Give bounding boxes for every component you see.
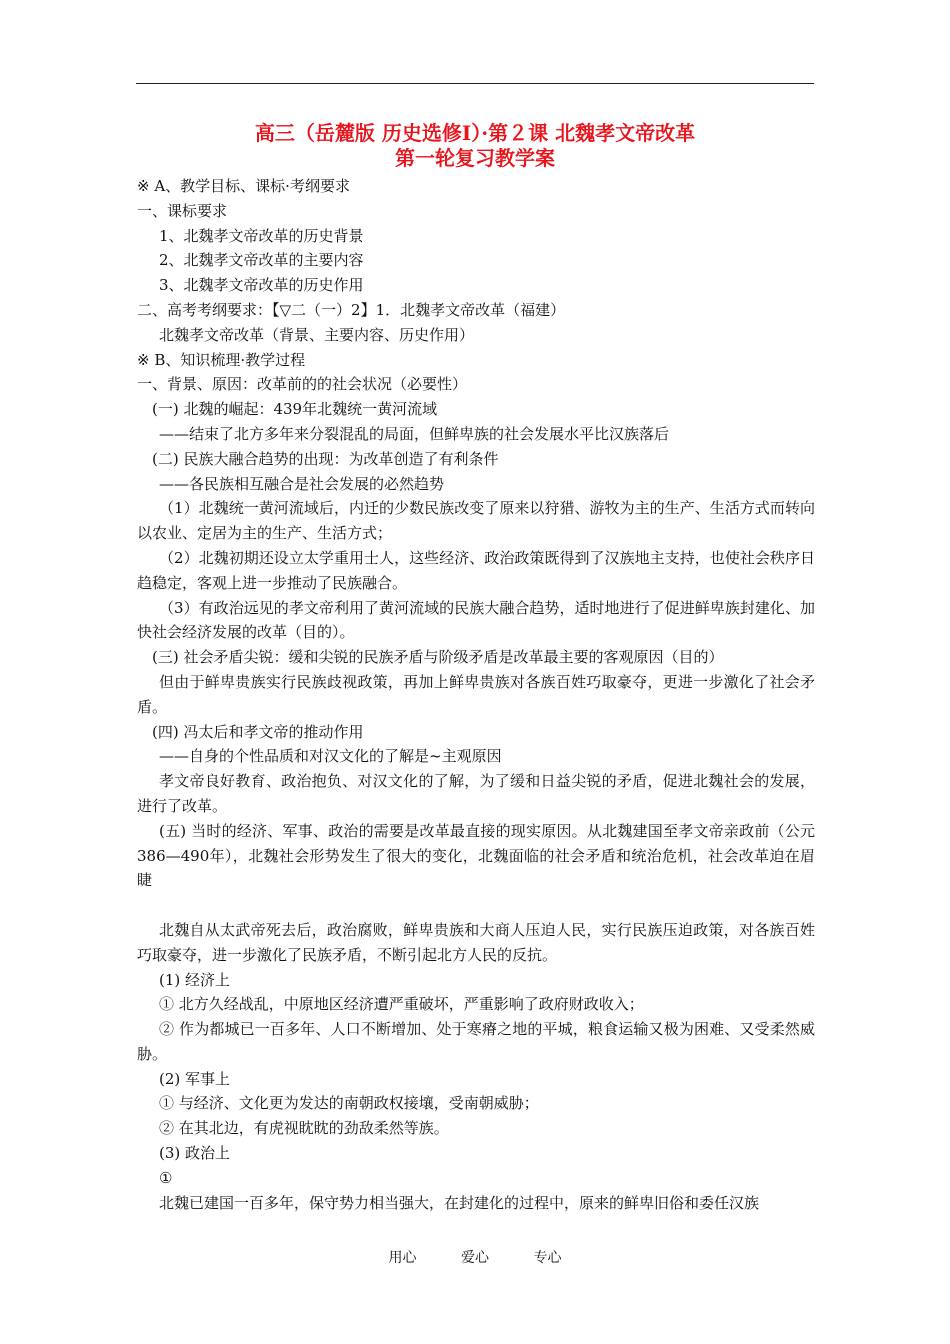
heading-curriculum: 一、课标要求 [137,201,228,220]
list-item: 2、北魏孝文帝改革的主要内容 [159,251,364,270]
document-subtitle: 第一轮复习教学案 [395,146,555,170]
paragraph: ——结束了北方多年来分裂混乱的局面，但鲜卑族的社会发展水平比汉族落后 [159,424,670,443]
paragraph: （2）北魏初期还设立太学重用士人，这些经济、政治政策既得到了汉族地主支持，也使社会秩序日趋稳定，客观上进一步推动了民族融合。 [137,548,815,592]
list-item: ② 在其北边，有虎视眈眈的劲敌柔然等族。 [159,1119,449,1138]
paragraph: 孝文帝良好教育、政治抱负、对汉文化的了解，为了缓和日益尖锐的矛盾，促进北魏社会的发展，进行了改革。 [137,772,815,815]
document-body [137,174,815,1215]
subheading: (1) 经济上 [159,970,231,989]
footer-text: 爱心 [461,1250,489,1266]
list-item: ① 与经济、文化更为发达的南朝政权接壤，受南朝威胁； [159,1094,539,1113]
paragraph: ——自身的个性品质和对汉文化的了解是~主观原因 [159,747,502,766]
footer-text: 用心 [388,1250,417,1266]
list-item: 1、北魏孝文帝改革的历史背景 [159,226,364,245]
subheading: (二) 民族大融合趋势的出现：为改革创造了有利条件 [152,449,499,468]
paragraph: （1）北魏统一黄河流域后，内迁的少数民族改变了原来以狩猎、游牧为主的生产、生活方式而转向以农业、定居为主的生产、生活方式； [137,499,815,543]
list-item: ① 北方久经战乱，中原地区经济遭严重破坏，严重影响了政府财政收入； [159,995,644,1014]
list-item: 3、北魏孝文帝改革的历史作用 [159,276,364,295]
subheading: (3) 政治上 [159,1144,231,1163]
header-rule [136,83,814,84]
heading-exam-outline: 二、高考考纲要求：【▽二（一）2】1．北魏孝文帝改革（福建） [137,300,566,319]
paragraph: (五) 当时的经济、军事、政治的需要是改革最直接的现实原因。从北魏建国至孝文帝亲政前（公元386—490年），北魏社会形势发生了很大的变化，北魏面临的社会矛盾和统治危机，社会改革迫在眉睫 [137,821,815,890]
footer-text: 专心 [533,1250,562,1266]
document-title: 高三（岳麓版 历史选修Ⅰ）·第２课 北魏孝文帝改革 [254,121,696,145]
section-heading-a: ※ A、教学目标、课标·考纲要求 [137,177,350,195]
subheading: (四) 冯太后和孝文帝的推动作用 [152,722,364,741]
paragraph: 北魏自从太武帝死去后，政治腐败，鲜卑贵族和大商人压迫人民，实行民族压迫政策，对各族百姓巧取豪夺，进一步激化了民族矛盾，不断引起北方人民的反抗。 [137,920,815,964]
section-heading-b: ※ B、知识梳理·教学过程 [137,350,306,369]
heading-background: 一、背景、原因：改革前的的社会状况（必要性） [137,375,468,394]
paragraph: 北魏孝文帝改革（背景、主要内容、历史作用） [159,325,475,344]
paragraph: 但由于鲜卑贵族实行民族歧视政策，再加上鲜卑贵族对各族百姓巧取豪夺，更进一步激化了社会矛盾。 [137,672,815,716]
page-footer [0,1249,950,1267]
subheading: (三) 社会矛盾尖锐：缓和尖锐的民族矛盾与阶级矛盾是改革最主要的客观原因（目的） [152,648,724,667]
subheading: (一) 北魏的崛起：439年北魏统一黄河流域 [152,400,438,419]
blank-line [137,893,815,918]
list-item: ① [159,1168,173,1187]
paragraph: 北魏已建国一百多年，保守势力相当强大，在封建化的过程中，原来的鲜卑旧俗和委任汉族 [159,1193,760,1212]
subheading: (2) 军事上 [159,1069,231,1088]
paragraph: （3）有政治远见的孝文帝利用了黄河流域的民族大融合趋势，适时地进行了促进鲜卑族封建化、加快社会经济发展的改革（目的）。 [137,598,815,642]
list-item: ② 作为都城已一百多年、人口不断增加、处于寒瘠之地的平城，粮食运输又极为困难、又受柔然威胁。 [137,1020,815,1063]
paragraph: ——各民族相互融合是社会发展的必然趋势 [159,474,445,493]
